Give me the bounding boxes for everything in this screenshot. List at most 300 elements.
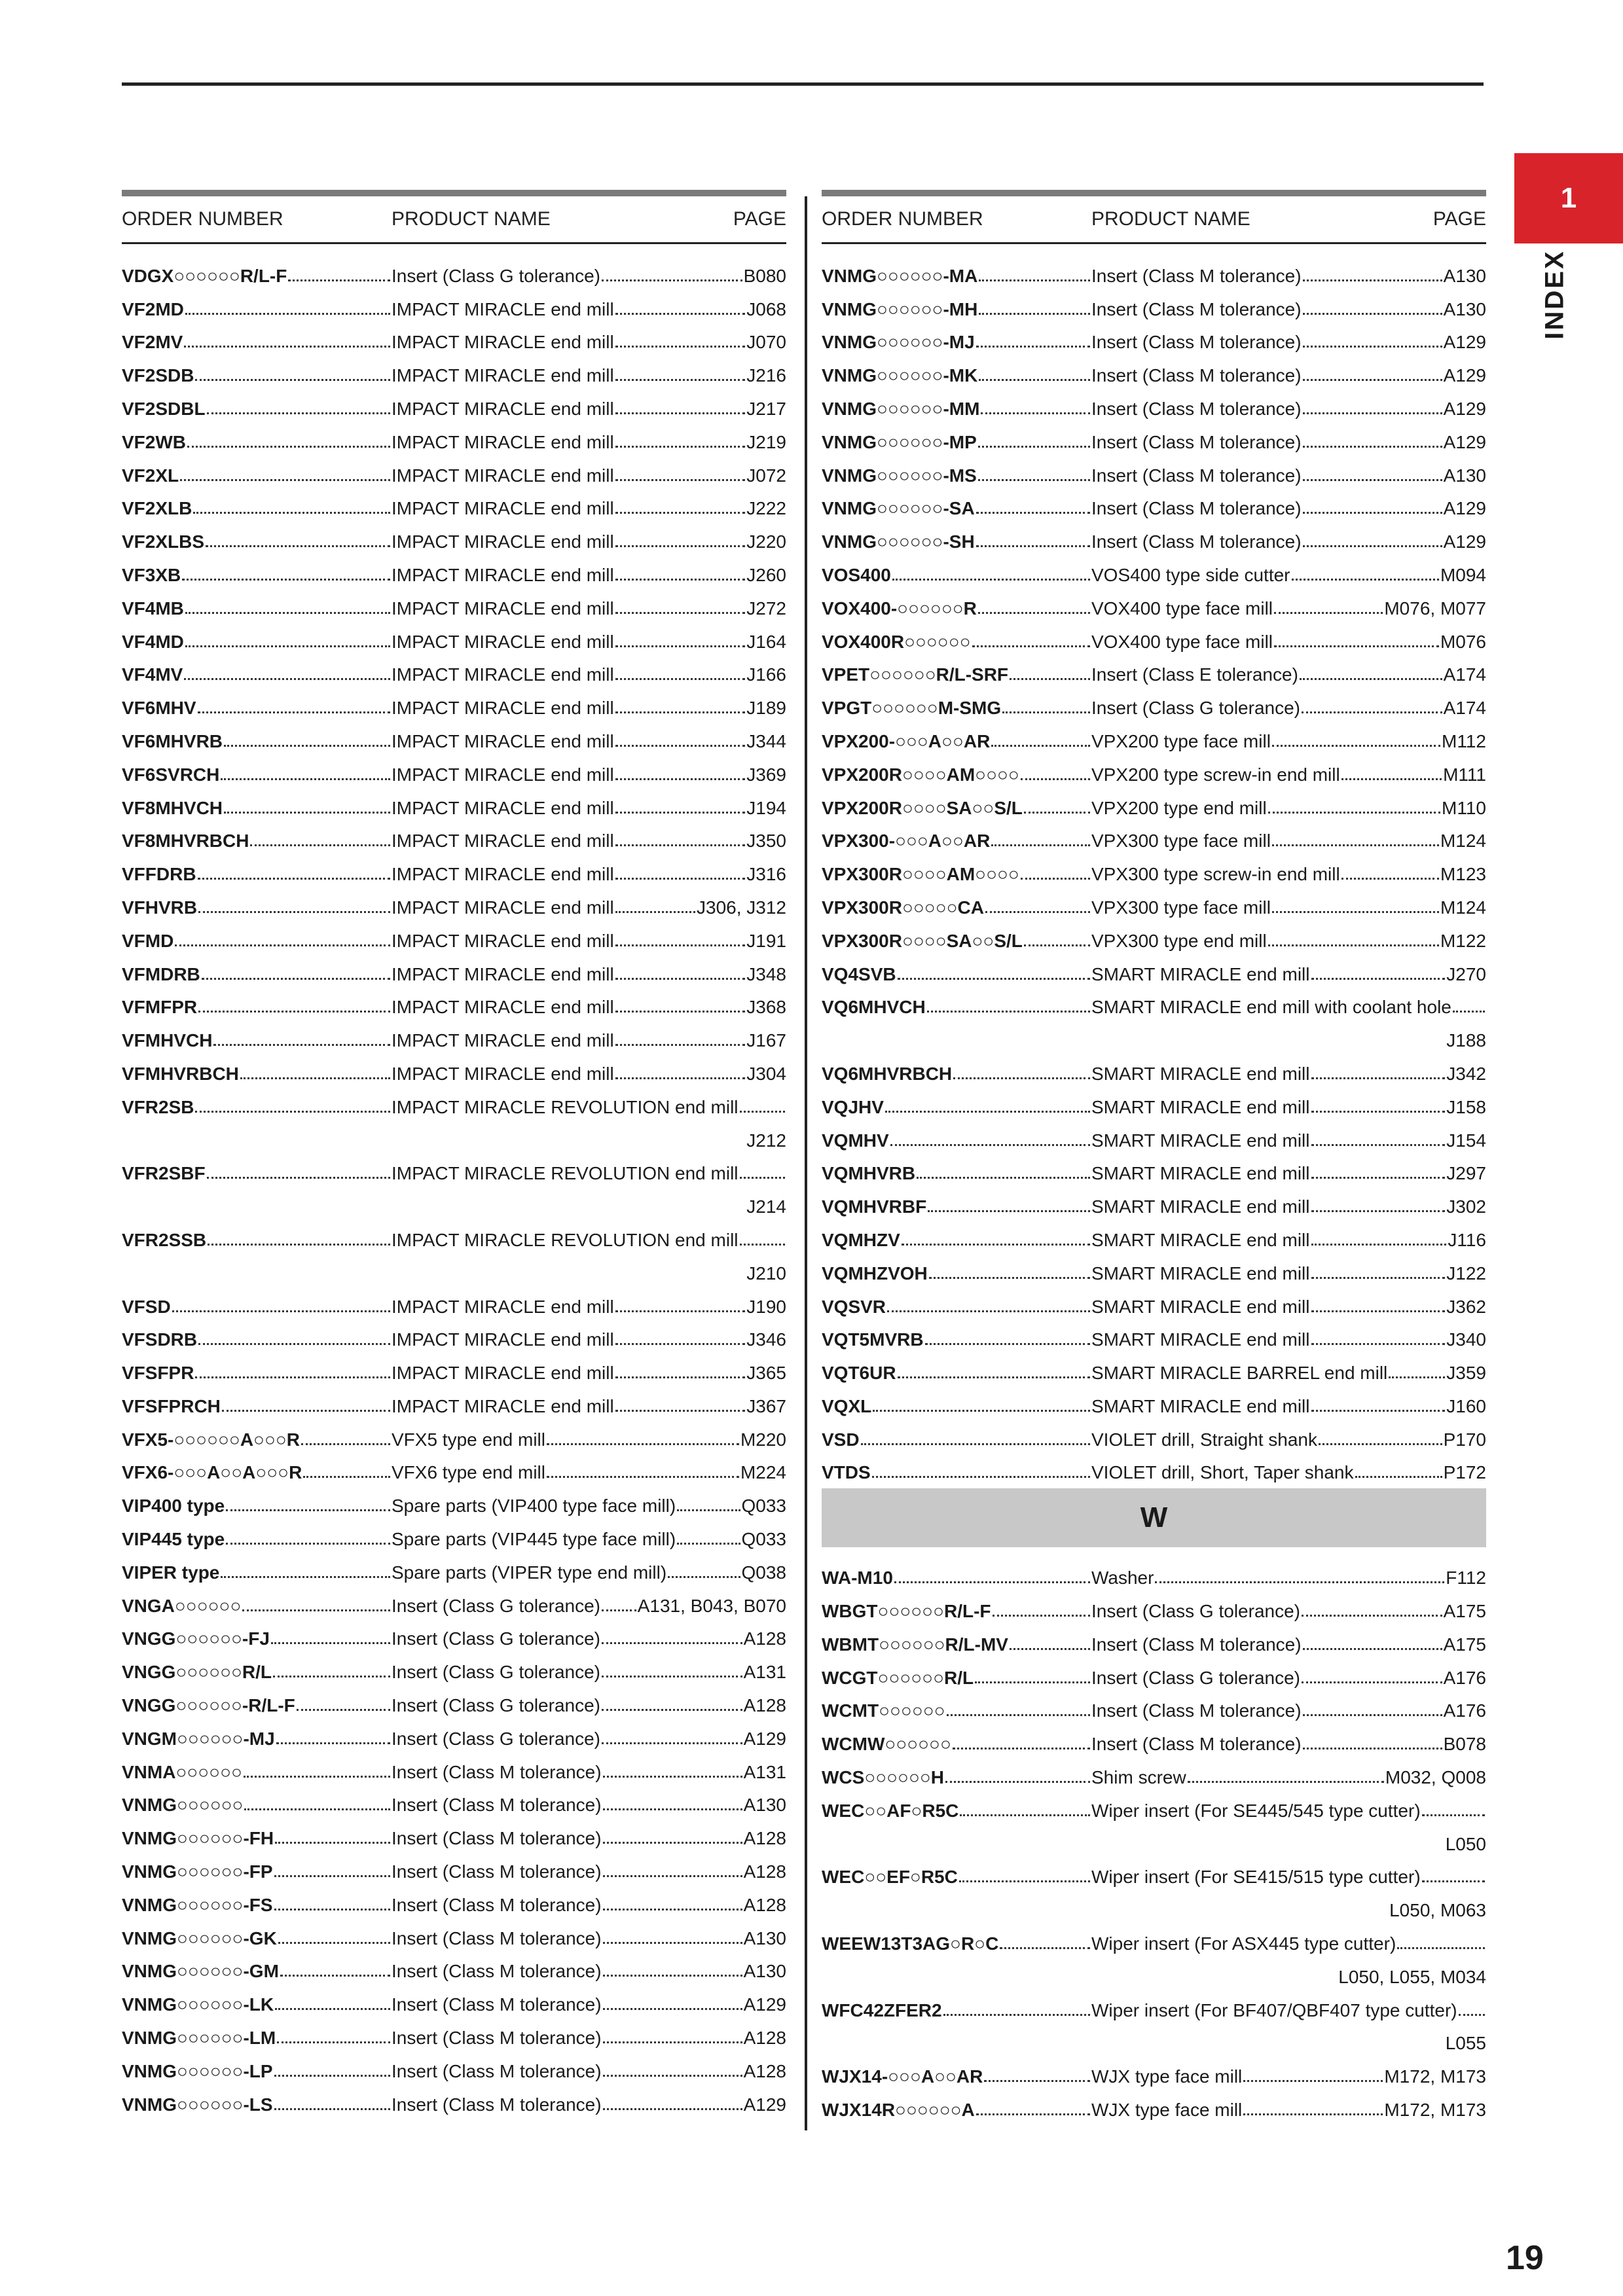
- index-entry[interactable]: [122, 885, 786, 918]
- index-entry[interactable]: [122, 453, 786, 486]
- index-entry[interactable]: [122, 486, 786, 520]
- page-reference[interactable]: J216: [746, 365, 786, 386]
- index-entry[interactable]: [822, 253, 1486, 287]
- page-reference[interactable]: M172, M173: [1384, 2066, 1486, 2087]
- page-reference[interactable]: J194: [746, 797, 786, 818]
- index-entry[interactable]: [122, 685, 786, 719]
- product-name: Insert (Class M tolerance): [1091, 1734, 1302, 1755]
- index-entry[interactable]: [822, 353, 1486, 386]
- product-name-cell: [392, 1462, 740, 1483]
- index-entry[interactable]: [122, 287, 786, 320]
- page-reference[interactable]: J217: [746, 398, 786, 419]
- order-number-cell: [122, 1030, 392, 1051]
- page-reference[interactable]: A130: [743, 1928, 786, 1948]
- index-entry[interactable]: [122, 353, 786, 386]
- index-entry[interactable]: [122, 1683, 786, 1716]
- page-reference[interactable]: J167: [746, 1030, 786, 1051]
- index-entry[interactable]: [122, 1516, 786, 1550]
- page-reference[interactable]: A129: [743, 1728, 786, 1749]
- page-reference[interactable]: J297: [1446, 1163, 1486, 1184]
- leader-dots: [975, 1681, 1090, 1683]
- entry-page-line: [122, 1251, 786, 1284]
- page-reference[interactable]: A129: [743, 1994, 786, 2015]
- page-reference[interactable]: M172, M173: [1384, 2100, 1486, 2121]
- page-reference[interactable]: A130: [743, 1795, 786, 1816]
- leader-dots: [1319, 1443, 1442, 1445]
- index-entry[interactable]: [822, 819, 1486, 852]
- index-entry[interactable]: [122, 1051, 786, 1085]
- index-entry[interactable]: [122, 785, 786, 819]
- page-reference[interactable]: Q033: [741, 1496, 786, 1516]
- index-entry[interactable]: [122, 1882, 786, 1916]
- page-reference[interactable]: J166: [746, 664, 786, 685]
- index-entry[interactable]: [122, 852, 786, 885]
- leader-dots: [185, 645, 390, 647]
- product-name: SMART MIRACLE end mill with coolant hole: [1091, 997, 1451, 1018]
- order-number: VNMG○○○○○○-FH: [122, 1828, 274, 1849]
- product-name: Insert (Class M tolerance): [392, 1861, 602, 1882]
- product-name: Insert (Class M tolerance): [1091, 1700, 1302, 1721]
- index-entry[interactable]: [122, 1384, 786, 1417]
- product-name-cell: [1091, 764, 1443, 785]
- page-reference[interactable]: A176: [1443, 1700, 1486, 1721]
- page-reference[interactable]: J220: [746, 531, 786, 552]
- index-entry[interactable]: [122, 1417, 786, 1450]
- leader-dots: [740, 1111, 785, 1113]
- page-number: 19: [1506, 2239, 1544, 2277]
- order-number-cell: [122, 465, 392, 486]
- product-name: IMPACT MIRACLE end mill: [392, 831, 614, 852]
- index-entry[interactable]: [122, 1849, 786, 1882]
- order-number-cell: [822, 698, 1091, 719]
- index-entry[interactable]: [122, 519, 786, 552]
- product-name-cell: [1091, 332, 1444, 353]
- index-entry[interactable]: [822, 752, 1486, 785]
- leader-dots: [1397, 1947, 1485, 1949]
- page-reference[interactable]: J219: [746, 431, 786, 452]
- page-reference[interactable]: A176: [1443, 1667, 1486, 1688]
- page-reference[interactable]: J342: [1446, 1063, 1486, 1084]
- index-entry[interactable]: [122, 552, 786, 586]
- order-number: VNGA○○○○○○: [122, 1595, 242, 1616]
- leader-dots: [274, 1909, 390, 1910]
- page-reference[interactable]: M124: [1440, 831, 1486, 852]
- page-reference[interactable]: J214: [746, 1196, 786, 1217]
- page-reference[interactable]: J122: [1446, 1263, 1486, 1283]
- index-entry[interactable]: [122, 253, 786, 287]
- page-reference[interactable]: J070: [746, 332, 786, 353]
- index-entry[interactable]: [822, 1988, 1486, 2054]
- page-reference[interactable]: J272: [746, 598, 786, 619]
- page-reference[interactable]: A129: [743, 2094, 786, 2115]
- product-name: IMPACT MIRACLE end mill: [392, 332, 614, 353]
- page-reference[interactable]: J164: [746, 631, 786, 652]
- index-entry[interactable]: [822, 785, 1486, 819]
- index-entry[interactable]: [122, 1085, 786, 1151]
- order-number: VFFDRB: [122, 864, 196, 885]
- leader-dots: [1021, 878, 1090, 880]
- page-reference[interactable]: A129: [1443, 332, 1486, 353]
- page-reference[interactable]: J190: [746, 1296, 786, 1317]
- product-name-cell: [1091, 1801, 1486, 1821]
- page-reference[interactable]: M076: [1440, 631, 1486, 652]
- page-reference[interactable]: A128: [743, 1894, 786, 1915]
- index-entry[interactable]: [122, 619, 786, 653]
- index-entry[interactable]: [122, 1649, 786, 1683]
- index-entry[interactable]: [822, 1555, 1486, 1588]
- index-entry[interactable]: [822, 1151, 1486, 1185]
- page-reference[interactable]: P172: [1443, 1462, 1486, 1483]
- product-name: IMPACT MIRACLE end mill: [392, 864, 614, 885]
- page-reference[interactable]: A129: [1443, 365, 1486, 386]
- index-entry[interactable]: [122, 1716, 786, 1749]
- page-reference[interactable]: M224: [740, 1462, 786, 1483]
- product-name: Spare parts (VIP400 type face mill): [392, 1496, 676, 1516]
- index-entry[interactable]: [822, 1655, 1486, 1689]
- index-entry[interactable]: [822, 386, 1486, 420]
- product-name: Insert (Class M tolerance): [1091, 531, 1302, 552]
- index-entry[interactable]: [122, 952, 786, 985]
- order-number: VOX400R○○○○○○: [822, 631, 971, 652]
- page-reference[interactable]: J191: [746, 930, 786, 951]
- index-entry[interactable]: [822, 1085, 1486, 1118]
- order-number: VPX300R○○○○SA○○S/L: [822, 930, 1023, 951]
- page-reference[interactable]: J154: [1446, 1130, 1486, 1151]
- page-reference[interactable]: A130: [1443, 298, 1486, 319]
- order-number: WBMT○○○○○○R/L-MV: [822, 1634, 1008, 1655]
- product-name-cell: [1091, 465, 1444, 486]
- page-reference[interactable]: A131: [743, 1761, 786, 1782]
- index-entry[interactable]: [822, 685, 1486, 719]
- page-reference[interactable]: J116: [1448, 1229, 1486, 1250]
- index-entry[interactable]: [822, 1051, 1486, 1085]
- index-entry[interactable]: [122, 320, 786, 353]
- product-name-cell: [1091, 1462, 1444, 1483]
- product-name: Insert (Class M tolerance): [392, 1994, 602, 2015]
- index-entry[interactable]: [822, 1251, 1486, 1284]
- index-entry[interactable]: [822, 952, 1486, 985]
- index-entry[interactable]: [822, 1921, 1486, 1988]
- leader-dots: [615, 446, 746, 448]
- order-number-cell: [822, 798, 1091, 819]
- order-number-cell: [122, 1596, 392, 1617]
- page-reference[interactable]: A175: [1443, 1601, 1486, 1622]
- page-reference[interactable]: J160: [1446, 1395, 1486, 1416]
- page-reference[interactable]: A174: [1443, 698, 1486, 719]
- page-reference[interactable]: A174: [1443, 664, 1486, 685]
- page-reference[interactable]: L055: [1445, 2033, 1486, 2054]
- leader-dots: [615, 844, 746, 846]
- order-number-cell: [822, 1230, 1091, 1251]
- page-reference[interactable]: Q033: [741, 1529, 786, 1550]
- leader-dots: [960, 1814, 1090, 1816]
- index-entry[interactable]: [122, 1916, 786, 1949]
- page-reference[interactable]: J344: [746, 730, 786, 751]
- leader-dots: [172, 1310, 390, 1312]
- order-number: VNMG○○○○○○-GK: [122, 1928, 277, 1948]
- product-name: Insert (Class G tolerance): [1091, 698, 1300, 719]
- page-reference[interactable]: A128: [743, 1628, 786, 1649]
- page-reference[interactable]: A128: [743, 1861, 786, 1882]
- leader-dots: [615, 612, 746, 614]
- leader-dots: [1155, 1581, 1444, 1583]
- page-reference[interactable]: M076, M077: [1384, 598, 1486, 619]
- leader-dots: [1389, 1376, 1445, 1378]
- index-entry[interactable]: [822, 519, 1486, 552]
- page-reference[interactable]: J222: [746, 498, 786, 519]
- page-reference[interactable]: J362: [1446, 1296, 1486, 1317]
- index-entry[interactable]: [822, 420, 1486, 453]
- leader-dots: [187, 446, 390, 448]
- index-entry[interactable]: [822, 885, 1486, 918]
- page-reference[interactable]: L050, L055, M034: [1338, 1966, 1486, 1987]
- product-name-cell: [392, 332, 746, 353]
- order-number-cell: [122, 1462, 392, 1483]
- page-reference[interactable]: A131: [743, 1662, 786, 1683]
- index-entry[interactable]: [122, 1450, 786, 1484]
- order-number-cell: [122, 1529, 392, 1550]
- index-entry[interactable]: [122, 586, 786, 619]
- index-entry[interactable]: [122, 1749, 786, 1783]
- page-reference[interactable]: L050, M063: [1389, 1900, 1486, 1921]
- product-name: SMART MIRACLE end mill: [1091, 1263, 1310, 1283]
- index-entry[interactable]: [822, 453, 1486, 486]
- index-entry[interactable]: [122, 1350, 786, 1384]
- page-reference[interactable]: L050: [1445, 1833, 1486, 1854]
- index-entry[interactable]: [122, 420, 786, 453]
- page-reference[interactable]: J188: [1446, 1030, 1486, 1051]
- page-reference[interactable]: B080: [743, 265, 786, 286]
- index-entry[interactable]: [822, 1788, 1486, 1855]
- product-name-cell: [1091, 1329, 1446, 1350]
- page-reference[interactable]: M124: [1440, 897, 1486, 918]
- order-number-cell: [122, 731, 392, 752]
- index-entry[interactable]: [822, 985, 1486, 1052]
- index-entry[interactable]: [122, 1982, 786, 2015]
- order-number: VNMG○○○○○○-FS: [122, 1894, 273, 1915]
- page-reference[interactable]: J367: [746, 1395, 786, 1416]
- page-reference[interactable]: A129: [1443, 498, 1486, 519]
- page-reference[interactable]: J072: [746, 465, 786, 486]
- page-reference[interactable]: J304: [746, 1063, 786, 1084]
- page-reference[interactable]: J306, J312: [697, 897, 786, 918]
- page-reference[interactable]: A129: [1443, 431, 1486, 452]
- page-reference[interactable]: F112: [1446, 1568, 1486, 1588]
- index-entry[interactable]: [122, 1217, 786, 1284]
- index-entry[interactable]: [822, 619, 1486, 653]
- page-reference[interactable]: A175: [1443, 1634, 1486, 1655]
- index-entry[interactable]: [122, 985, 786, 1018]
- page-reference[interactable]: M032, Q008: [1385, 1767, 1486, 1788]
- index-entry[interactable]: [122, 653, 786, 686]
- page-reference[interactable]: J302: [1446, 1196, 1486, 1217]
- product-name-cell: [392, 632, 746, 653]
- page-reference[interactable]: J350: [746, 831, 786, 852]
- leader-dots: [615, 1044, 746, 1046]
- index-entry[interactable]: [822, 653, 1486, 686]
- page-reference[interactable]: A129: [1443, 531, 1486, 552]
- order-number-cell: [122, 332, 392, 353]
- page-reference[interactable]: M122: [1440, 930, 1486, 951]
- leader-dots: [1422, 1814, 1485, 1816]
- page-reference[interactable]: J346: [746, 1329, 786, 1350]
- product-name-cell: [392, 798, 746, 819]
- index-entry[interactable]: [122, 2082, 786, 2115]
- page-reference[interactable]: M111: [1443, 764, 1486, 785]
- leader-dots: [978, 446, 1090, 448]
- index-entry[interactable]: [122, 1550, 786, 1583]
- index-entry[interactable]: [122, 386, 786, 420]
- index-entry[interactable]: [122, 1151, 786, 1218]
- page-reference[interactable]: M220: [740, 1429, 786, 1450]
- order-number: VF6SVRCH: [122, 764, 220, 785]
- product-name: SMART MIRACLE end mill: [1091, 1163, 1310, 1184]
- index-entry[interactable]: [122, 1617, 786, 1650]
- index-entry[interactable]: [822, 1588, 1486, 1622]
- order-number-cell: [822, 565, 1091, 586]
- page-reference[interactable]: A130: [1443, 465, 1486, 486]
- product-name: VOX400 type face mill: [1091, 631, 1273, 652]
- page-reference[interactable]: M112: [1442, 730, 1486, 751]
- index-entry[interactable]: [822, 287, 1486, 320]
- index-entry[interactable]: [822, 1284, 1486, 1318]
- index-entry[interactable]: [822, 1217, 1486, 1251]
- index-entry[interactable]: [822, 2087, 1486, 2121]
- page-reference[interactable]: M123: [1440, 864, 1486, 885]
- leader-dots: [615, 512, 746, 514]
- index-entry[interactable]: [122, 1949, 786, 1982]
- index-entry[interactable]: [122, 819, 786, 852]
- index-entry[interactable]: [822, 1118, 1486, 1151]
- leader-dots: [273, 1676, 390, 1677]
- leader-dots: [615, 778, 746, 780]
- index-entry[interactable]: [122, 2049, 786, 2082]
- page-reference[interactable]: J270: [1446, 963, 1486, 984]
- index-entry[interactable]: [822, 320, 1486, 353]
- chapter-tab[interactable]: [1514, 153, 1623, 243]
- page-reference[interactable]: J365: [746, 1363, 786, 1384]
- page-reference[interactable]: J316: [746, 864, 786, 885]
- entry-page-line: [822, 1821, 1486, 1855]
- index-entry[interactable]: [122, 1583, 786, 1617]
- order-number: VQT6UR: [822, 1363, 896, 1384]
- order-number-cell: [122, 432, 392, 453]
- index-entry[interactable]: [122, 1284, 786, 1318]
- leader-dots: [976, 346, 1090, 348]
- page-reference[interactable]: J369: [746, 764, 786, 785]
- index-entry[interactable]: [122, 1018, 786, 1051]
- page-reference[interactable]: J260: [746, 564, 786, 585]
- index-entry[interactable]: [822, 1689, 1486, 1722]
- index-entry[interactable]: [822, 586, 1486, 619]
- index-entry[interactable]: [822, 552, 1486, 586]
- order-number-cell: [822, 1700, 1091, 1721]
- page-reference[interactable]: J189: [746, 698, 786, 719]
- product-name: IMPACT MIRACLE end mill: [392, 930, 614, 951]
- order-number: VQMHVRB: [822, 1163, 916, 1184]
- left-index-list: [122, 244, 786, 2115]
- index-entry[interactable]: [822, 719, 1486, 752]
- product-name: IMPACT MIRACLE end mill: [392, 531, 614, 552]
- leader-dots: [615, 1310, 746, 1312]
- index-entry[interactable]: [122, 1483, 786, 1516]
- index-entry[interactable]: [122, 1816, 786, 1849]
- page-reference[interactable]: A128: [743, 1828, 786, 1849]
- index-entry[interactable]: [822, 1350, 1486, 1384]
- index-entry[interactable]: [822, 2054, 1486, 2087]
- index-entry[interactable]: [822, 918, 1486, 952]
- product-name-cell: [1091, 531, 1444, 552]
- index-entry[interactable]: [122, 2015, 786, 2049]
- product-name-cell: [1091, 1933, 1486, 1954]
- page-reference[interactable]: J212: [746, 1130, 786, 1151]
- page-reference[interactable]: A128: [743, 2028, 786, 2049]
- page-reference[interactable]: J348: [746, 963, 786, 984]
- order-number-cell: [122, 1429, 392, 1450]
- leader-dots: [244, 1776, 390, 1778]
- page-reference[interactable]: M094: [1440, 564, 1486, 585]
- index-entry[interactable]: [122, 719, 786, 752]
- page-reference[interactable]: A130: [743, 1961, 786, 1982]
- page-reference[interactable]: M110: [1442, 797, 1486, 818]
- order-number: WEEW13T3AG○R○C: [822, 1933, 999, 1954]
- index-entry[interactable]: [122, 918, 786, 952]
- column-divider: [805, 196, 807, 2130]
- index-entry[interactable]: [822, 486, 1486, 520]
- index-entry[interactable]: [122, 1318, 786, 1351]
- page-reference[interactable]: J210: [746, 1263, 786, 1283]
- leader-dots: [250, 844, 390, 846]
- index-entry[interactable]: [822, 1755, 1486, 1788]
- index-entry[interactable]: [822, 1721, 1486, 1755]
- page-reference[interactable]: J340: [1446, 1329, 1486, 1350]
- product-name: Wiper insert (For BF407/QBF407 type cutter): [1091, 2000, 1457, 2020]
- page-reference[interactable]: A131, B043, B070: [637, 1595, 786, 1616]
- page-reference[interactable]: J359: [1446, 1363, 1486, 1384]
- page-reference[interactable]: B078: [1443, 1734, 1486, 1755]
- page-reference[interactable]: J368: [746, 997, 786, 1018]
- leader-dots: [1272, 745, 1440, 747]
- index-entry[interactable]: [122, 752, 786, 785]
- index-entry[interactable]: [122, 1783, 786, 1816]
- index-entry[interactable]: [822, 852, 1486, 885]
- index-entry[interactable]: [822, 1184, 1486, 1217]
- page-reference[interactable]: A130: [1443, 265, 1486, 286]
- leader-dots: [985, 911, 1090, 913]
- page-reference[interactable]: A128: [743, 1695, 786, 1716]
- index-entry[interactable]: [822, 1384, 1486, 1417]
- page-reference[interactable]: A128: [743, 2060, 786, 2081]
- page-reference[interactable]: J158: [1446, 1096, 1486, 1117]
- page-reference[interactable]: A129: [1443, 398, 1486, 419]
- product-name-cell: [392, 1097, 786, 1118]
- index-entry[interactable]: [822, 1318, 1486, 1351]
- page-reference[interactable]: P170: [1443, 1429, 1486, 1450]
- page-reference[interactable]: Q038: [741, 1562, 786, 1583]
- entry-line: [822, 1988, 1486, 2021]
- order-number-cell: [122, 299, 392, 320]
- index-entry[interactable]: [822, 1450, 1486, 1484]
- leader-dots: [1341, 878, 1439, 880]
- leader-dots: [615, 346, 746, 348]
- leader-dots: [221, 1576, 390, 1578]
- order-number: WCMW○○○○○○: [822, 1734, 951, 1755]
- page-reference[interactable]: J068: [746, 298, 786, 319]
- product-name: VPX300 type screw-in end mill: [1091, 864, 1340, 885]
- index-entry[interactable]: [822, 1622, 1486, 1655]
- index-entry[interactable]: [822, 1855, 1486, 1922]
- index-entry[interactable]: [822, 1417, 1486, 1450]
